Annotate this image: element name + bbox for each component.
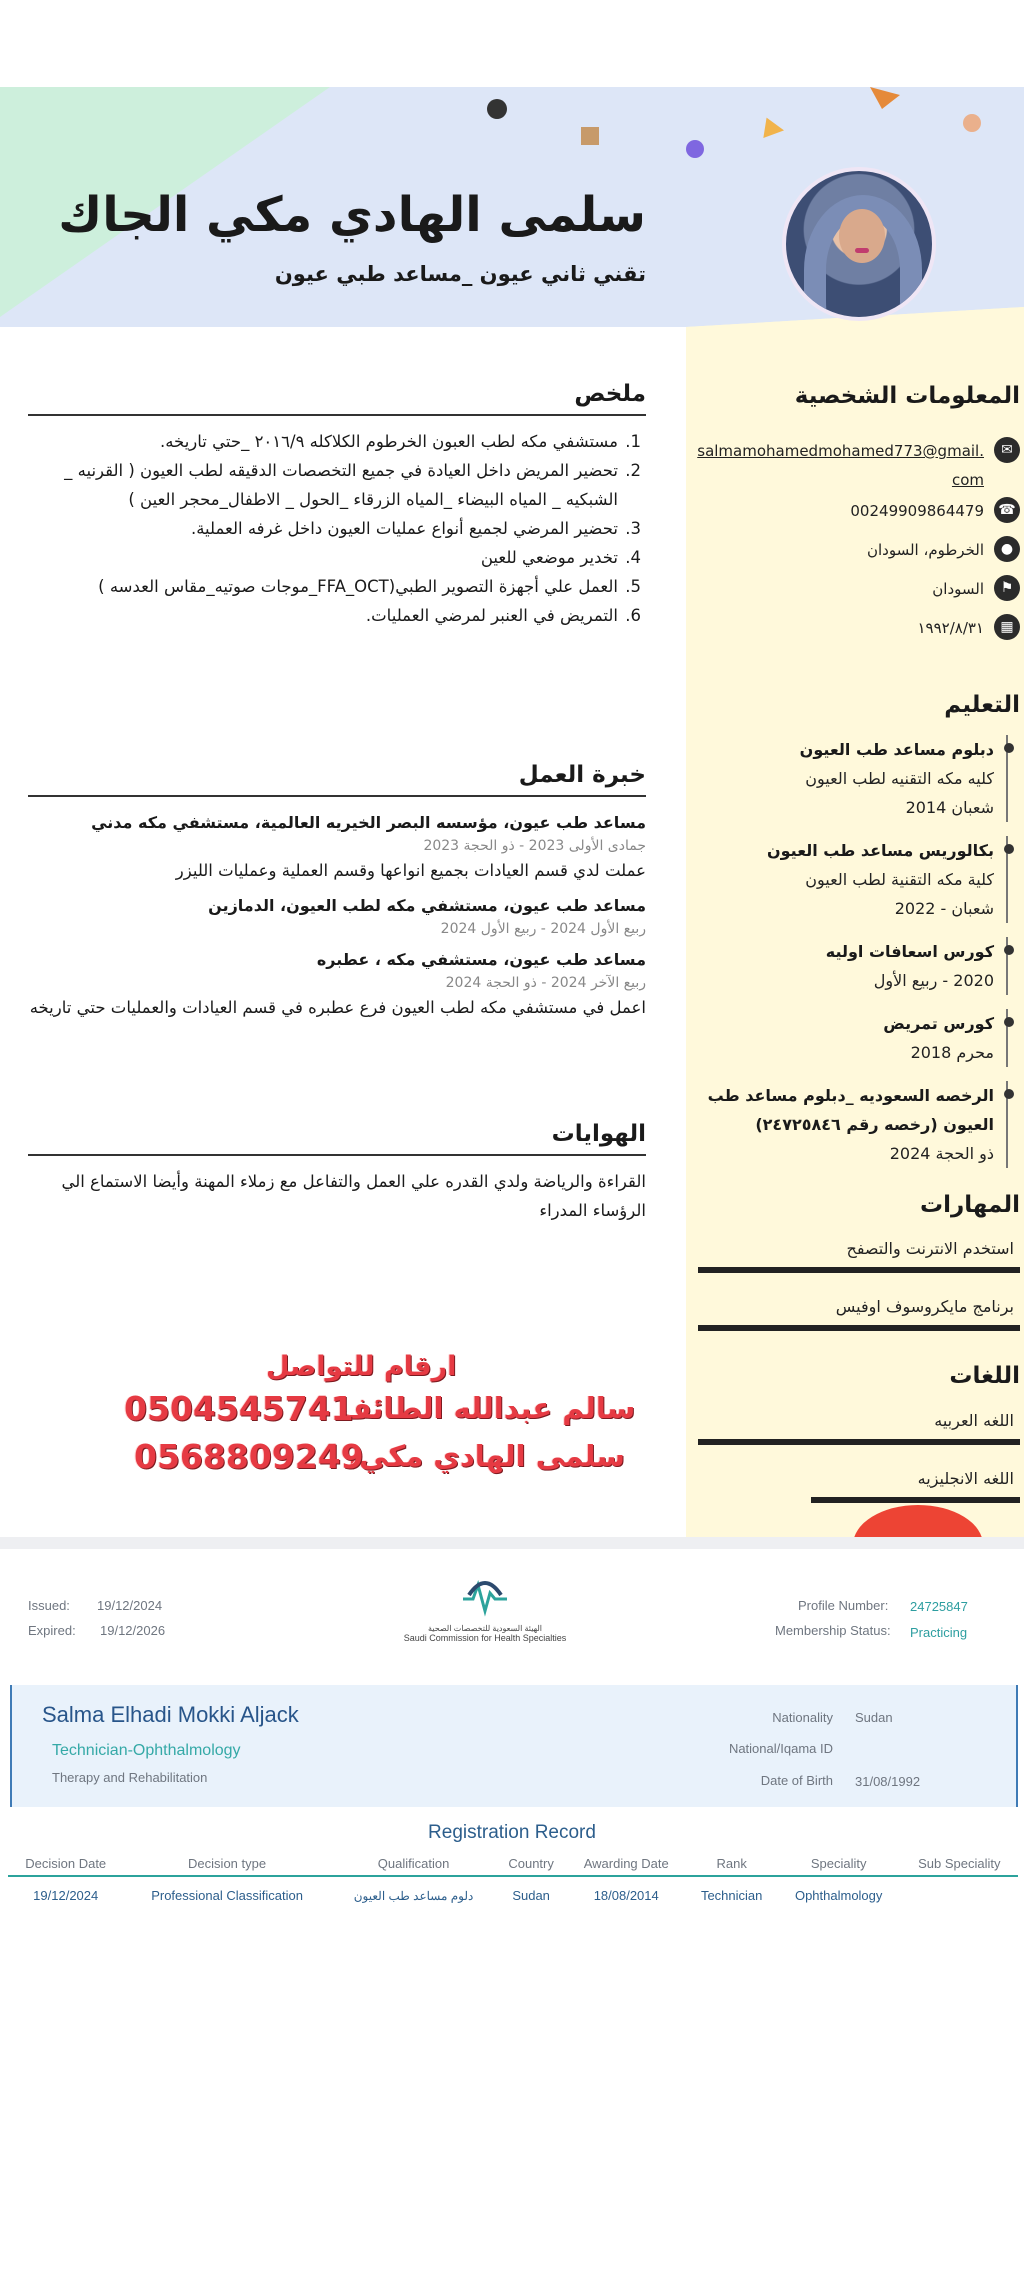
education-date: شعبان - 2022	[894, 899, 994, 918]
cv-name: سلمى الهادي مكي الجاك	[58, 187, 646, 243]
education-date: ذو الحجة 2024	[889, 1144, 994, 1163]
experience-heading: خبرة العمل	[518, 762, 646, 788]
column-header: Sub Speciality	[901, 1852, 1018, 1876]
nationality: السودان	[932, 580, 984, 598]
experience-rule	[28, 795, 646, 797]
column-header: Country	[496, 1852, 565, 1876]
info-location-row	[690, 536, 1020, 575]
license-certificate	[0, 1537, 1024, 2276]
table-cell: Technician	[700, 1888, 763, 1903]
language-level-bar	[698, 1439, 1020, 1445]
skill-label: برنامج مايكروسوف اوفيس	[835, 1297, 1014, 1316]
contact-number-1: 0504545741	[124, 1389, 354, 1428]
job-dates: جمادى الأولى 2023 - ذو الحجة 2023	[423, 838, 646, 854]
education-heading: التعليم	[944, 692, 1020, 718]
contact-heading: ارقام للتواصل	[266, 1351, 457, 1382]
job-description: اعمل في مستشفي مكه لطب العيون فرع عطبره في قسم العيادات والعمليات حتي تاريخه	[29, 998, 646, 1017]
table-cell: Professional Classification	[151, 1888, 303, 1903]
column-header: Rank	[687, 1852, 777, 1876]
summary-item: 2. تحضير المريض داخل العيادة في جميع التخصصات الدقيقه لطب العيون ( القرنيه _ الشبكيه _ المياه البيضاء _المياه الزرقاء _الحول _ الاطفال_محجر العين )	[28, 456, 620, 514]
job-title: مساعد طب عيون، مؤسسه البصر الخيريه العالمية، مستشفي مكه مدني	[91, 813, 646, 832]
hobbies-heading: الهوايات	[551, 1121, 646, 1147]
summary-item: 1. مستشفي مكه لطب العبون الخرطوم الكلاكله ٢٠١٦/٩ _حتي تاريخه.	[28, 427, 620, 456]
table-cell: Sudan	[512, 1888, 550, 1903]
cv-job-title: تقني ثاني عيون _مساعد طبي عيون	[274, 262, 646, 286]
job-dates: ربيع الآخر 2024 - ذو الحجة 2024	[445, 975, 646, 991]
job-title: مساعد طب عيون، مستشفي مكه ، عطبره	[316, 950, 646, 969]
column-header: Speciality	[777, 1852, 901, 1876]
column-header: Qualification	[331, 1852, 497, 1876]
job-description: عملت لدي قسم العيادات بجميع انواعها وقسم العملية وعمليات الليزر	[175, 861, 646, 880]
education-title: كورس اسعافات اوليه	[825, 942, 994, 961]
expired-label: Expired:	[28, 1623, 76, 1638]
skill-label: استخدم الانترنت والتصفح	[846, 1239, 1014, 1258]
profile-number-label: Profile Number:	[798, 1598, 889, 1613]
flag-icon: ⚑	[994, 575, 1020, 601]
phone-number: 00249909864479	[850, 502, 984, 520]
education-school: كلية مكه التقنية لطب العيون	[805, 870, 994, 889]
scfhs-logo	[395, 1575, 575, 1645]
education-title: دبلوم مساعد طب العيون	[799, 740, 994, 759]
phone-icon: ☎	[994, 497, 1020, 523]
summary-item: 5. العمل علي أجهزة التصوير الطبي(FFA_OCT_موجات صوتيه_مقاس العدسه )	[28, 572, 620, 601]
issued-value: 19/12/2024	[97, 1598, 163, 1613]
job-entry	[28, 947, 646, 1022]
table-header-row	[8, 1852, 1018, 1876]
person-name: Salma Elhadi Mokki Aljack	[42, 1702, 299, 1727]
hobbies-text: القراءة والرياضة ولدي القدره علي العمل والتفاعل مع زملاء المهنة وأيضا الاستماع الي الرؤساء المدراء	[61, 1172, 646, 1220]
job-dates: ربيع الأول 2024 - ربيع الأول 2024	[440, 921, 646, 937]
national-id-label: National/Iqama ID	[728, 1741, 833, 1756]
education-date: 2020 - ربيع الأول	[873, 971, 994, 990]
info-nationality-row	[690, 575, 1020, 614]
location-pin-icon: ●	[994, 536, 1020, 562]
person-department: Therapy and Rehabilitation	[52, 1770, 208, 1785]
mouth-shape	[855, 248, 869, 253]
confetti-dot	[686, 140, 704, 158]
column-header: Decision type	[123, 1852, 330, 1876]
job-entry	[28, 810, 646, 885]
education-item	[690, 1009, 1008, 1067]
education-school: كليه مكه التقنيه لطب العيون	[805, 769, 994, 788]
summary-section	[28, 427, 646, 630]
languages-section	[698, 1407, 1020, 1523]
birth-date: ١٩٩٢/٨/٣١	[917, 619, 984, 637]
profile-photo	[782, 167, 936, 321]
expired-value: 19/12/2026	[100, 1623, 166, 1638]
dob-value: 31/08/1992	[855, 1774, 921, 1789]
registration-table	[8, 1852, 1018, 1914]
membership-status-value: Practicing	[910, 1625, 968, 1640]
issued-label: Issued:	[28, 1598, 70, 1613]
page-separator	[0, 1537, 1024, 1549]
education-title: بكالوريس مساعد طب العيون	[766, 841, 994, 860]
contact-number-2: 0568809249	[134, 1437, 364, 1476]
info-birthdate-row	[690, 614, 1020, 653]
experience-section	[28, 810, 646, 1030]
education-item	[690, 836, 1008, 923]
envelope-icon: ✉	[994, 437, 1020, 463]
skill-bar	[698, 1267, 1020, 1273]
dob-label: Date of Birth	[760, 1773, 833, 1788]
hobbies-rule	[28, 1154, 646, 1156]
profile-number-value: 24725847	[910, 1599, 968, 1614]
table-row	[8, 1876, 1018, 1914]
contact-overlay	[0, 1351, 680, 1496]
summary-item: 6. التمريض في العنبر لمرضي العمليات.	[28, 601, 620, 630]
logo-english-text: Saudi Commission for Health Specialties	[403, 1633, 567, 1643]
registration-record-title: Registration Record	[428, 1822, 596, 1843]
skills-section	[698, 1235, 1020, 1351]
summary-rule	[28, 414, 646, 416]
summary-list	[28, 427, 646, 630]
table-cell: دلوم مساعد طب العيون	[353, 1888, 474, 1903]
cv-page	[0, 87, 1024, 1537]
summary-heading: ملخص	[574, 381, 646, 407]
education-date: محرم 2018	[910, 1043, 994, 1062]
confetti-dot	[487, 99, 507, 119]
personal-info	[690, 437, 1020, 653]
location: الخرطوم، السودان	[866, 541, 984, 559]
confetti-square	[581, 127, 599, 145]
table-cell	[901, 1876, 1018, 1914]
education-item	[690, 1081, 1008, 1168]
skills-heading: المهارات	[920, 1192, 1020, 1218]
summary-item: 3. تحضير المرضي لجميع أنواع عمليات العيون داخل غرفه العملية.	[28, 514, 620, 543]
table-cell: 19/12/2024	[33, 1888, 99, 1903]
education-title: الرخصه السعوديه _دبلوم مساعد طب العيون (رخصه رقم ٢٤٧٢٥٨٤٦)	[707, 1086, 994, 1134]
education-section	[690, 735, 1020, 1182]
nationality-value: Sudan	[855, 1710, 893, 1725]
membership-status-label: Membership Status:	[775, 1623, 891, 1638]
education-title: كورس تمريض	[883, 1014, 994, 1033]
table-cell: 18/08/2014	[593, 1888, 659, 1903]
job-title: مساعد طب عيون، مستشفي مكه لطب العيون، الدمازين	[208, 896, 646, 915]
person-title: Technician-Ophthalmology	[52, 1742, 241, 1759]
email-link[interactable]: salmamohamedmohamed773@gmail.com	[697, 442, 984, 489]
contact-name-2: سلمى الهادي مكي.	[348, 1439, 625, 1473]
scfhs-emblem-icon	[455, 1575, 515, 1617]
face-shape	[839, 209, 885, 263]
confetti-dot	[963, 114, 981, 132]
education-item	[690, 735, 1008, 822]
calendar-icon: ▦	[994, 614, 1020, 640]
personal-heading: المعلومات الشخصية	[794, 383, 1020, 409]
column-header: Awarding Date	[566, 1852, 687, 1876]
language-label: اللغه العربيه	[934, 1411, 1014, 1430]
job-entry	[28, 893, 646, 939]
contact-name-1: سالم عبدالله الطائف	[338, 1391, 636, 1425]
logo-arabic-text: الهيئة السعودية للتخصصات الصحية	[428, 1624, 542, 1633]
table-cell: Ophthalmology	[794, 1888, 883, 1903]
skill-bar	[698, 1325, 1020, 1331]
summary-item: 4. تخدير موضعي للعين	[28, 543, 620, 572]
column-header: Decision Date	[8, 1852, 123, 1876]
education-date: شعبان 2014	[905, 798, 994, 817]
info-email-row	[690, 437, 1020, 497]
language-level-bar	[811, 1497, 1020, 1503]
info-phone-row	[690, 497, 1020, 536]
language-label: اللغه الانجليزيه	[917, 1469, 1014, 1488]
education-item	[690, 937, 1008, 995]
nationality-label: Nationality	[772, 1710, 833, 1725]
languages-heading: اللغات	[949, 1363, 1020, 1389]
